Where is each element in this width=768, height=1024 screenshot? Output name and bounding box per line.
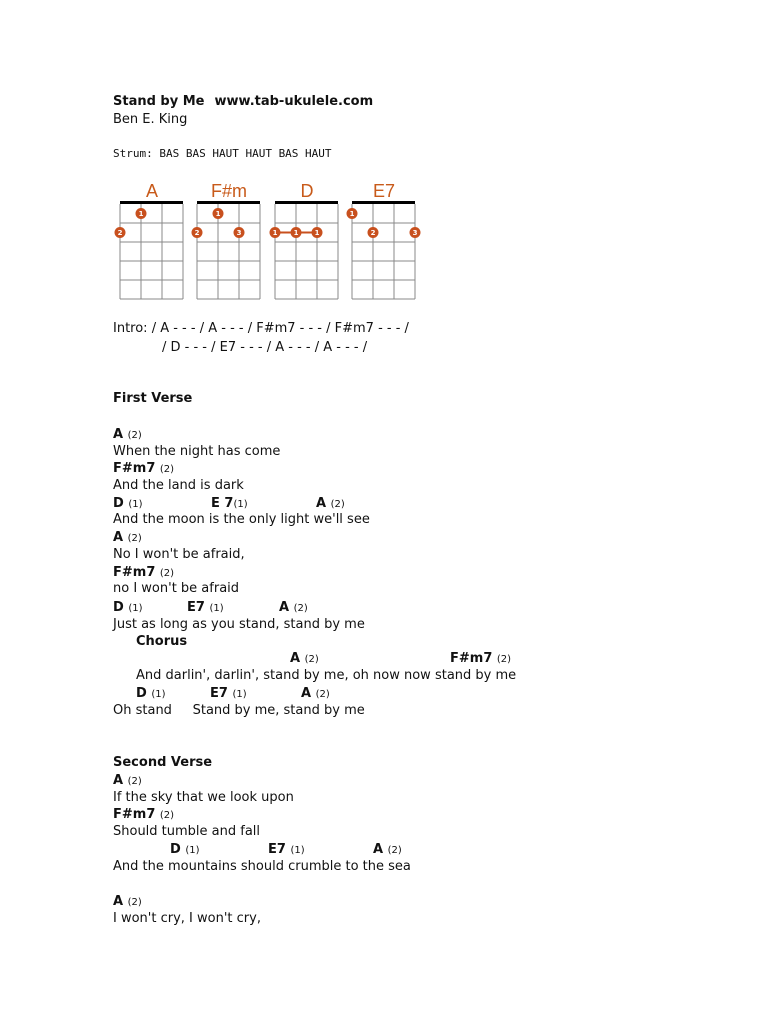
chord-diagram-fsharp-m <box>192 181 261 299</box>
finger-number: 1 <box>215 210 221 218</box>
chord-marker: D (1) <box>170 842 200 857</box>
chord-marker: A (2) <box>301 686 330 701</box>
chord-marker: A (2) <box>113 773 142 788</box>
chord-marker: A (2) <box>290 651 319 666</box>
finger-number: 1 <box>314 229 320 237</box>
chord-marker: E7 (1) <box>268 842 305 857</box>
lyric-line: Should tumble and fall <box>113 824 261 839</box>
lyric-line: And darlin', darlin', stand by me, oh now now stand by me <box>136 668 517 683</box>
chord-diagram-name: D <box>300 181 314 201</box>
site-url: www.tab-ukulele.com <box>214 94 374 109</box>
finger-number: 1 <box>293 229 299 237</box>
song-title: Stand by Me <box>113 94 205 109</box>
lyric-line: And the land is dark <box>113 478 244 493</box>
lyric-line: no I won't be afraid <box>113 581 240 596</box>
chord-marker: E 7(1) <box>211 496 248 511</box>
finger-number: 2 <box>194 229 200 237</box>
chord-marker: F#m7 (2) <box>113 565 175 580</box>
chord-marker: D (1) <box>113 600 143 615</box>
lyric-line: When the night has come <box>113 444 281 459</box>
chord-diagram-name: A <box>145 181 159 201</box>
lyric-line: And the moon is the only light we'll see <box>113 512 370 527</box>
finger-number: 2 <box>370 229 376 237</box>
chord-marker: F#m7 (2) <box>450 651 512 666</box>
chord-marker: E7 (1) <box>187 600 224 615</box>
chord-marker: A (2) <box>113 427 142 442</box>
nut <box>275 201 338 204</box>
strum-pattern: Strum: BAS BAS HAUT HAUT BAS HAUT <box>113 147 332 160</box>
finger-number: 1 <box>272 229 278 237</box>
chord-marker: E7 (1) <box>210 686 247 701</box>
chord-marker: A (2) <box>113 530 142 545</box>
nut <box>197 201 260 204</box>
chord-diagram-name: F#m <box>211 181 247 201</box>
first-verse-heading: First Verse <box>113 391 193 406</box>
intro-line-2: / D - - - / E7 - - - / A - - - / A - - - / <box>162 340 368 355</box>
nut <box>352 201 415 204</box>
chord-diagram-d <box>270 181 339 299</box>
chorus-heading: Chorus <box>136 634 188 649</box>
chord-marker: D (1) <box>136 686 166 701</box>
chord-diagrams <box>0 0 768 320</box>
lyric-line: No I won't be afraid, <box>113 547 245 562</box>
finger-number: 2 <box>117 229 123 237</box>
lyric-line: I won't cry, I won't cry, <box>113 911 261 926</box>
nut <box>120 201 183 204</box>
chord-marker: D (1) <box>113 496 143 511</box>
finger-number: 3 <box>236 229 242 237</box>
finger-number: 3 <box>412 229 418 237</box>
finger-number: 1 <box>138 210 144 218</box>
chord-marker: A (2) <box>113 894 142 909</box>
chord-marker: A (2) <box>279 600 308 615</box>
second-verse-heading: Second Verse <box>113 755 213 770</box>
intro-line-1: Intro: / A - - - / A - - - / F#m7 - - - / F#m7 - - - / <box>113 321 409 336</box>
chord-marker: F#m7 (2) <box>113 461 175 476</box>
chord-marker: A (2) <box>373 842 402 857</box>
chord-diagram-name: E7 <box>372 181 396 201</box>
lyric-line: If the sky that we look upon <box>113 790 294 805</box>
lyric-line: Oh stand Stand by me, stand by me <box>113 703 365 718</box>
chord-marker: A (2) <box>316 496 345 511</box>
artist-name: Ben E. King <box>113 112 188 127</box>
chord-marker: F#m7 (2) <box>113 807 175 822</box>
lyric-line: Just as long as you stand, stand by me <box>113 617 365 632</box>
chord-diagram-e7 <box>347 181 421 299</box>
chord-diagram-a <box>115 181 184 299</box>
lyric-line: And the mountains should crumble to the sea <box>113 859 411 874</box>
finger-number: 1 <box>349 210 355 218</box>
